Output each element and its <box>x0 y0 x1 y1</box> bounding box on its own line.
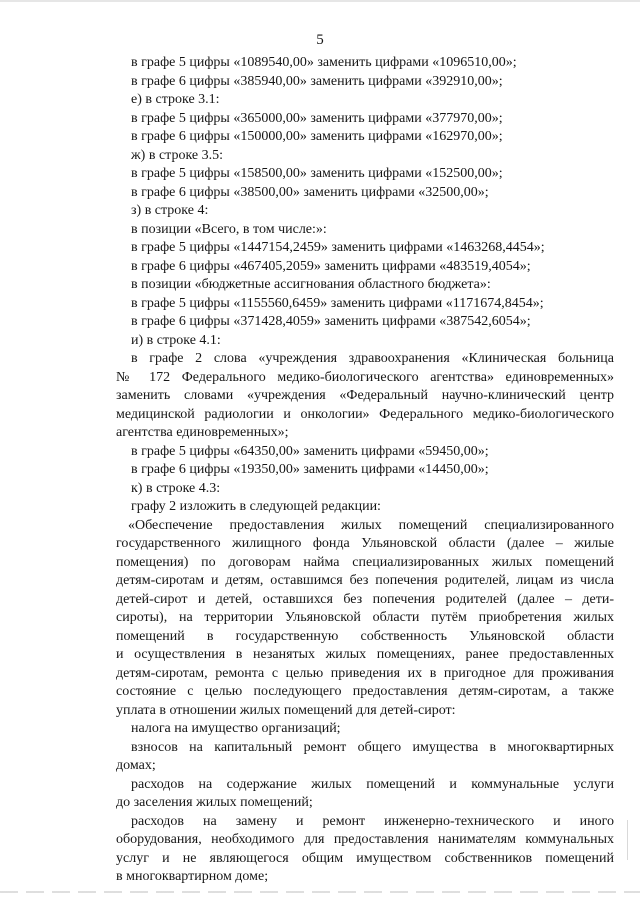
scan-edge-top <box>0 0 640 2</box>
text-line: в графе 5 цифры «158500,00» заменить цифрами «152500,00»; <box>131 166 503 181</box>
paragraph-line: медицинской радиологии и онкологии» Федерального медико-биологического <box>116 406 614 422</box>
paragraph-line: до заселения жилых помещений; <box>116 795 313 810</box>
scan-edge-bottom <box>0 891 640 893</box>
paragraph-line: и осуществления в незанятых жилых помещениях, ранее предоставленных <box>116 647 614 662</box>
paragraph-line: детей-сирот и детей, оставшихся без попечения родителей (далее – дети- <box>116 591 614 607</box>
text-line: в графе 6 цифры «385940,00» заменить цифрами «392910,00»; <box>131 73 503 89</box>
text-line: в графе 6 цифры «150000,00» заменить цифрами «162970,00»; <box>131 129 503 144</box>
text-line: з) в строке 4: <box>131 203 209 218</box>
text-line: е) в строке 3.1: <box>131 92 220 107</box>
paragraph-line: № 172 Федерального медико-биологического агентства» единовременных» <box>116 369 614 385</box>
text-line: в графе 6 цифры «467405,2059» заменить цифрами «483519,4054»; <box>131 258 531 274</box>
text-line: в графе 5 цифры «365000,00» заменить цифрами «377970,00»; <box>131 110 503 126</box>
paragraph-line: оборудования, необходимого для предоставления нанимателям коммунальных <box>116 832 614 847</box>
text-line: в графе 6 цифры «38500,00» заменить цифрами «32500,00»; <box>131 184 489 200</box>
page-number: 5 <box>316 32 324 48</box>
paragraph-line: помещений в государственную собственность Ульяновской области <box>116 628 614 644</box>
text-line: в графе 5 цифры «1155560,6459» заменить цифрами «1171674,8454»; <box>131 295 544 311</box>
paragraph-line: агентства единовременных»; <box>116 425 289 440</box>
text-line: в графе 6 цифры «19350,00» заменить цифрами «14450,00»; <box>131 462 489 477</box>
paragraph-line: домах; <box>116 758 156 773</box>
text-line: и) в строке 4.1: <box>131 332 221 348</box>
paragraph-line: государственного жилищного фонда Ульяновской области (далее – жилые <box>116 536 614 551</box>
paragraph-line: в графе 2 слова «учреждения здравоохранения «Клиническая больница <box>131 351 614 366</box>
paragraph-line: расходов на замену и ремонт инженерно-технического и иного <box>131 813 614 829</box>
text-line: к) в строке 4.3: <box>131 480 221 496</box>
document-body <box>116 54 614 887</box>
text-line: в графе 6 цифры «371428,4059» заменить цифрами «387542,6054»; <box>131 314 531 329</box>
paragraph-line: расходов на содержание жилых помещений и коммунальные услуги <box>131 776 614 792</box>
paragraph-line: в многоквартирном доме; <box>116 869 269 884</box>
text-line: в графе 5 цифры «1089540,00» заменить цифрами «1096510,00»; <box>131 55 517 70</box>
paragraph-line: состояние с целью последующего предоставления детям-сиротам, а также <box>116 684 614 699</box>
paragraph-line: детям-сиротам и детям, оставшимся без попечения родителей, лицам из числа <box>116 573 614 588</box>
paragraph-line: услуг и не являющегося общим имуществом собственников помещений <box>116 850 614 866</box>
paragraph-line: помещения) по договорам найма специализированных жилых помещений <box>116 554 614 570</box>
text-line: в позиции «бюджетные ассигнования областного бюджета»: <box>131 277 491 292</box>
paragraph-line: заменить словами «учреждения «Федеральный научно-клинический центр <box>116 388 614 403</box>
paragraph-line: сироты), на территории Ульяновской области путём приобретения жилых <box>116 610 614 625</box>
scan-artifact <box>627 820 628 860</box>
paragraph-line: детям-сиротам, ремонта с целью приведения их в пригодное для проживания <box>116 665 614 681</box>
text-line: налога на имущество организаций; <box>131 721 341 736</box>
paragraph-line: уплата в отношении жилых помещений для детей-сирот: <box>116 702 456 718</box>
text-line: в графе 5 цифры «1447154,2459» заменить цифрами «1463268,4454»; <box>131 240 545 255</box>
paragraph-line: «Обеспечение предоставления жилых помещений специализированного <box>128 517 614 533</box>
text-line: в позиции «Всего, в том числе:»: <box>131 221 327 237</box>
text-line: ж) в строке 3.5: <box>131 147 224 163</box>
paragraph-line: взносов на капитальный ремонт общего имущества в многоквартирных <box>131 739 614 755</box>
text-line: графу 2 изложить в следующей редакции: <box>131 499 381 514</box>
text-line: в графе 5 цифры «64350,00» заменить цифрами «59450,00»; <box>131 443 489 459</box>
